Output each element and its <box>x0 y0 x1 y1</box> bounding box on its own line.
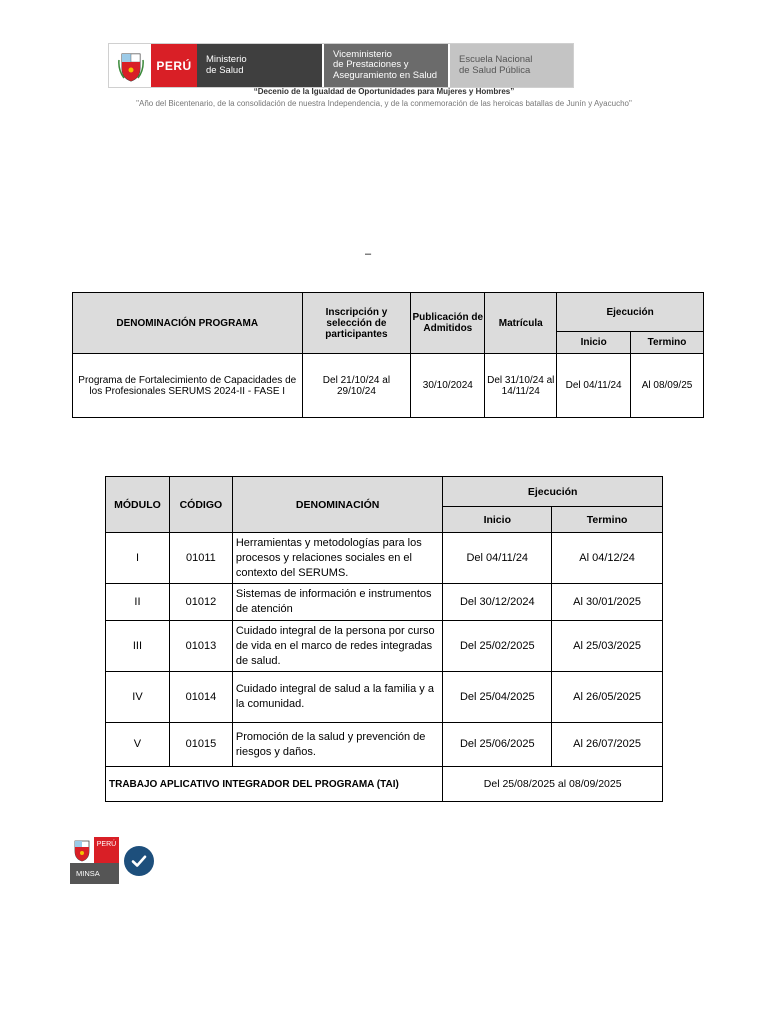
module-name: Sistemas de información e instrumentos de atención <box>232 584 443 621</box>
module-number: V <box>106 723 170 767</box>
minsa-peru-label: PERÚ <box>94 837 119 863</box>
table-row <box>106 621 663 672</box>
program-inicio: Del 04/11/24 <box>557 354 631 418</box>
table-row <box>106 533 663 584</box>
header-matricula: Matrícula <box>485 293 557 354</box>
header-inicio: Inicio <box>443 507 552 533</box>
program-inscripcion: Del 21/10/24 al 29/10/24 <box>302 354 411 418</box>
table-row <box>106 723 663 767</box>
institution-banner <box>108 43 574 88</box>
module-inicio: Del 04/11/24 <box>443 533 552 584</box>
peru-label: PERÚ <box>151 44 197 87</box>
header-publicacion: Publicación de Admitidos <box>411 293 485 354</box>
year-motto: "Año del Bicentenario, de la consolidación de nuestra Independencia, y de la conmemoración de las heroicas batallas de Junín y Ayacucho" <box>136 99 632 108</box>
check-circle-icon <box>124 846 154 876</box>
tai-dates: Del 25/08/2025 al 08/09/2025 <box>443 767 663 802</box>
module-termino: Al 30/01/2025 <box>552 584 663 621</box>
module-inicio: Del 25/02/2025 <box>443 621 552 672</box>
modules-table <box>105 476 663 802</box>
module-code: 01015 <box>169 723 232 767</box>
minsa-label: MINSA <box>70 863 119 884</box>
peru-crest-icon <box>70 837 94 863</box>
peru-crest-icon <box>109 44 151 89</box>
table-row <box>73 354 704 418</box>
header-termino: Termino <box>552 507 663 533</box>
module-name: Cuidado integral de la persona por curso de vida en el marco de redes integradas de salud. <box>232 621 443 672</box>
header-denominacion-programa: DENOMINACIÓN PROGRAMA <box>73 293 303 354</box>
table-row <box>106 584 663 621</box>
program-publicacion: 30/10/2024 <box>411 354 485 418</box>
tai-row <box>106 767 663 802</box>
header-inicio: Inicio <box>557 332 631 354</box>
module-code: 01014 <box>169 672 232 723</box>
minsa-logo <box>70 837 119 884</box>
program-table <box>72 292 704 418</box>
module-number: III <box>106 621 170 672</box>
module-number: I <box>106 533 170 584</box>
module-inicio: Del 25/06/2025 <box>443 723 552 767</box>
decade-motto: “Decenio de la Igualdad de Oportunidades para Mujeres y Hombres” <box>253 87 515 96</box>
module-name: Herramientas y metodologías para los procesos y relaciones sociales en el contexto del SERUMS. <box>232 533 443 584</box>
module-inicio: Del 30/12/2024 <box>443 584 552 621</box>
header-ejecucion: Ejecución <box>443 477 663 507</box>
module-code: 01011 <box>169 533 232 584</box>
dash-mark: – <box>365 248 372 260</box>
header-modulo: MÓDULO <box>106 477 170 533</box>
program-matricula: Del 31/10/24 al 14/11/24 <box>485 354 557 418</box>
header-inscripcion: Inscripción y selección de participantes <box>302 293 411 354</box>
viceministerio-label: Viceministerio de Prestaciones y Aseguramiento en Salud <box>322 44 448 87</box>
header-codigo: CÓDIGO <box>169 477 232 533</box>
module-code: 01012 <box>169 584 232 621</box>
module-number: II <box>106 584 170 621</box>
tai-label: TRABAJO APLICATIVO INTEGRADOR DEL PROGRAMA (TAI) <box>106 767 443 802</box>
module-code: 01013 <box>169 621 232 672</box>
module-name: Cuidado integral de salud a la familia y a la comunidad. <box>232 672 443 723</box>
program-termino: Al 08/09/25 <box>631 354 704 418</box>
header-denominacion: DENOMINACIÓN <box>232 477 443 533</box>
module-termino: Al 25/03/2025 <box>552 621 663 672</box>
module-termino: Al 04/12/24 <box>552 533 663 584</box>
ministerio-label: Ministerio de Salud <box>197 44 322 87</box>
escuela-label: Escuela Nacional de Salud Pública <box>448 44 573 87</box>
module-inicio: Del 25/04/2025 <box>443 672 552 723</box>
module-name: Promoción de la salud y prevención de riesgos y daños. <box>232 723 443 767</box>
header-ejecucion: Ejecución <box>557 293 704 332</box>
module-number: IV <box>106 672 170 723</box>
program-name: Programa de Fortalecimiento de Capacidades de los Profesionales SERUMS 2024-II - FASE I <box>73 354 303 418</box>
module-termino: Al 26/07/2025 <box>552 723 663 767</box>
table-row <box>106 672 663 723</box>
module-termino: Al 26/05/2025 <box>552 672 663 723</box>
header-termino: Termino <box>631 332 704 354</box>
